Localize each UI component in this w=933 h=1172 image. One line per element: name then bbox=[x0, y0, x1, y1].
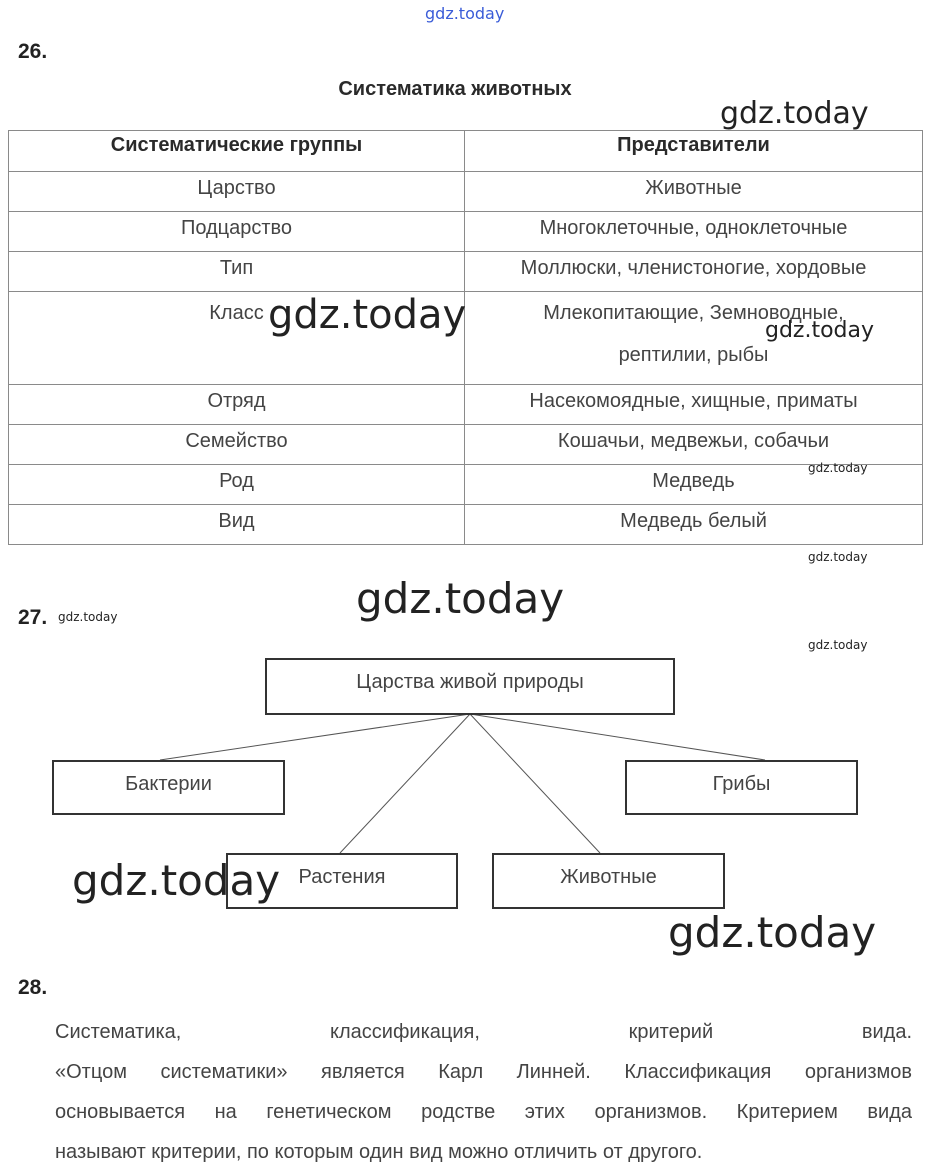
watermark: gdz.today bbox=[808, 550, 868, 564]
members-cell: Многоклеточные, одноклеточные bbox=[465, 212, 923, 252]
group-cell: Класс bbox=[9, 292, 465, 385]
kingdom-animals-box: Животные bbox=[492, 853, 725, 909]
answer-line: «Отцом систематики» является Карл Линней. Классификация организмов bbox=[55, 1061, 912, 1083]
group-cell: Отряд bbox=[9, 385, 465, 425]
watermark: gdz.today bbox=[765, 318, 875, 343]
members-cell: Медведь белый bbox=[465, 505, 923, 545]
answer-line: называют критерии, по которым один вид можно отличить от другого. bbox=[55, 1141, 703, 1163]
answer-line: Систематика, классификация, критерий вида. bbox=[55, 1021, 912, 1043]
watermark: gdz.today bbox=[268, 292, 467, 338]
top-watermark: gdz.today bbox=[425, 4, 505, 23]
watermark: gdz.today bbox=[58, 610, 118, 624]
members-cell: Животные bbox=[465, 172, 923, 212]
answer-line: основывается на генетическом родстве этих организмов. Критерием вида bbox=[55, 1101, 912, 1123]
task-28-answer bbox=[55, 1012, 912, 1172]
task-26-number: 26. bbox=[18, 40, 48, 63]
watermark: gdz.today bbox=[668, 908, 877, 957]
group-cell: Подцарство bbox=[9, 212, 465, 252]
kingdom-plants-box: Растения bbox=[226, 853, 458, 909]
group-cell: Семейство bbox=[9, 425, 465, 465]
kingdom-fungi-box: Грибы bbox=[625, 760, 858, 815]
members-cell: Насекомоядные, хищные, приматы bbox=[465, 385, 923, 425]
task-27-number: 27. bbox=[18, 606, 48, 629]
group-cell: Вид bbox=[9, 505, 465, 545]
watermark: gdz.today bbox=[808, 638, 868, 652]
kingdom-bacteria-box: Бактерии bbox=[52, 760, 285, 815]
watermark: gdz.today bbox=[808, 461, 868, 475]
header-groups: Систематические группы bbox=[9, 131, 465, 172]
members-cell: Медведь bbox=[465, 465, 923, 505]
header-members: Представители bbox=[465, 131, 923, 172]
watermark: gdz.today bbox=[356, 574, 565, 623]
members-cell: Млекопитающие, Земноводные, рептилии, рыбы bbox=[465, 292, 923, 385]
group-cell: Тип bbox=[9, 252, 465, 292]
kingdoms-root-box: Царства живой природы bbox=[265, 658, 675, 715]
group-cell: Род bbox=[9, 465, 465, 505]
members-cell: Моллюски, членистоногие, хордовые bbox=[465, 252, 923, 292]
group-cell: Царство bbox=[9, 172, 465, 212]
table-title: Систематика животных bbox=[338, 78, 572, 100]
watermark: gdz.today bbox=[720, 96, 869, 131]
task-28-number: 28. bbox=[18, 976, 48, 999]
watermark: gdz.today bbox=[72, 856, 281, 905]
members-cell: Кошачьи, медвежьи, собачьи bbox=[465, 425, 923, 465]
